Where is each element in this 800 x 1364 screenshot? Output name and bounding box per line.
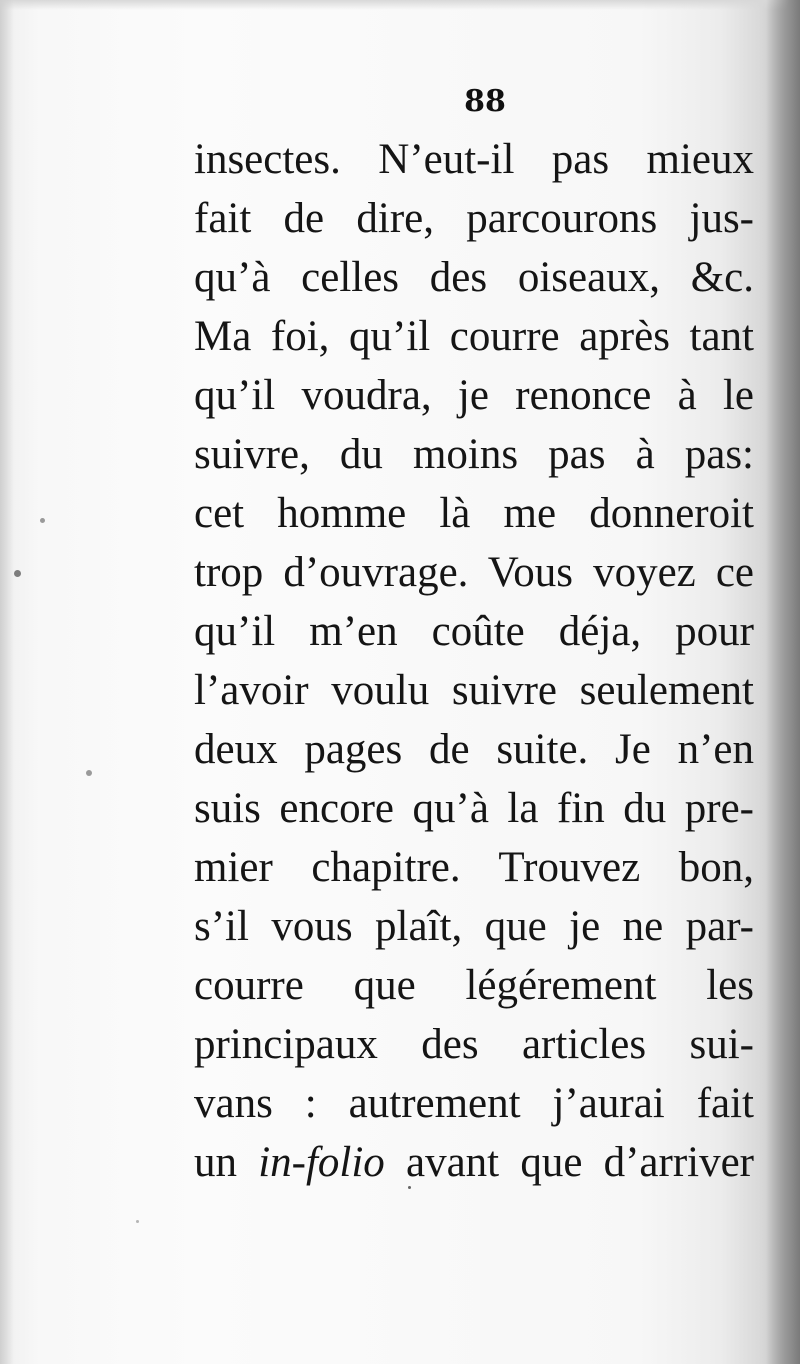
text-line: l’avoir voulu suivre seulement bbox=[194, 667, 754, 714]
paper-speck bbox=[136, 1220, 139, 1223]
text-line: insectes. N’eut-il pas mieux bbox=[194, 136, 754, 183]
text-line: vans : autrement j’aurai fait bbox=[194, 1080, 754, 1127]
text-line: courre que légérement les bbox=[194, 962, 754, 1009]
text-line: fait de dire, parcourons jus- bbox=[194, 195, 754, 242]
text-line: suis encore qu’à la fin du pre- bbox=[194, 785, 754, 832]
text-segment: avant que d’arriver bbox=[384, 1139, 754, 1186]
text-line: s’il vous plaît, que je ne par- bbox=[194, 903, 754, 950]
italic-term: in-folio bbox=[258, 1139, 385, 1186]
text-line: trop d’ouvrage. Vous voyez ce bbox=[194, 549, 754, 596]
text-line: deux pages de suite. Je n’en bbox=[194, 726, 754, 773]
body-text bbox=[194, 130, 754, 1192]
text-line: Ma foi, qu’il courre après tant bbox=[194, 313, 754, 360]
page-right-edge-shadow bbox=[766, 0, 800, 1364]
text-line-last bbox=[194, 1133, 754, 1192]
page-top-edge bbox=[0, 0, 800, 10]
text-line: mier chapitre. Trouvez bon, bbox=[194, 844, 754, 891]
paper-speck bbox=[14, 570, 21, 577]
page-left-shadow bbox=[0, 0, 14, 1364]
page-number: 88 bbox=[464, 84, 506, 119]
text-line: principaux des articles sui- bbox=[194, 1021, 754, 1068]
text-segment: un bbox=[194, 1139, 259, 1186]
text-line: qu’il voudra, je renonce à le bbox=[194, 372, 754, 419]
text-line: qu’il m’en coûte déja, pour bbox=[194, 608, 754, 655]
paper-speck bbox=[40, 518, 45, 523]
text-line: qu’à celles des oiseaux, &c. bbox=[194, 254, 754, 301]
paper-speck bbox=[86, 770, 92, 776]
text-line: cet homme là me donneroit bbox=[194, 490, 754, 537]
text-line: suivre, du moins pas à pas: bbox=[194, 431, 754, 478]
